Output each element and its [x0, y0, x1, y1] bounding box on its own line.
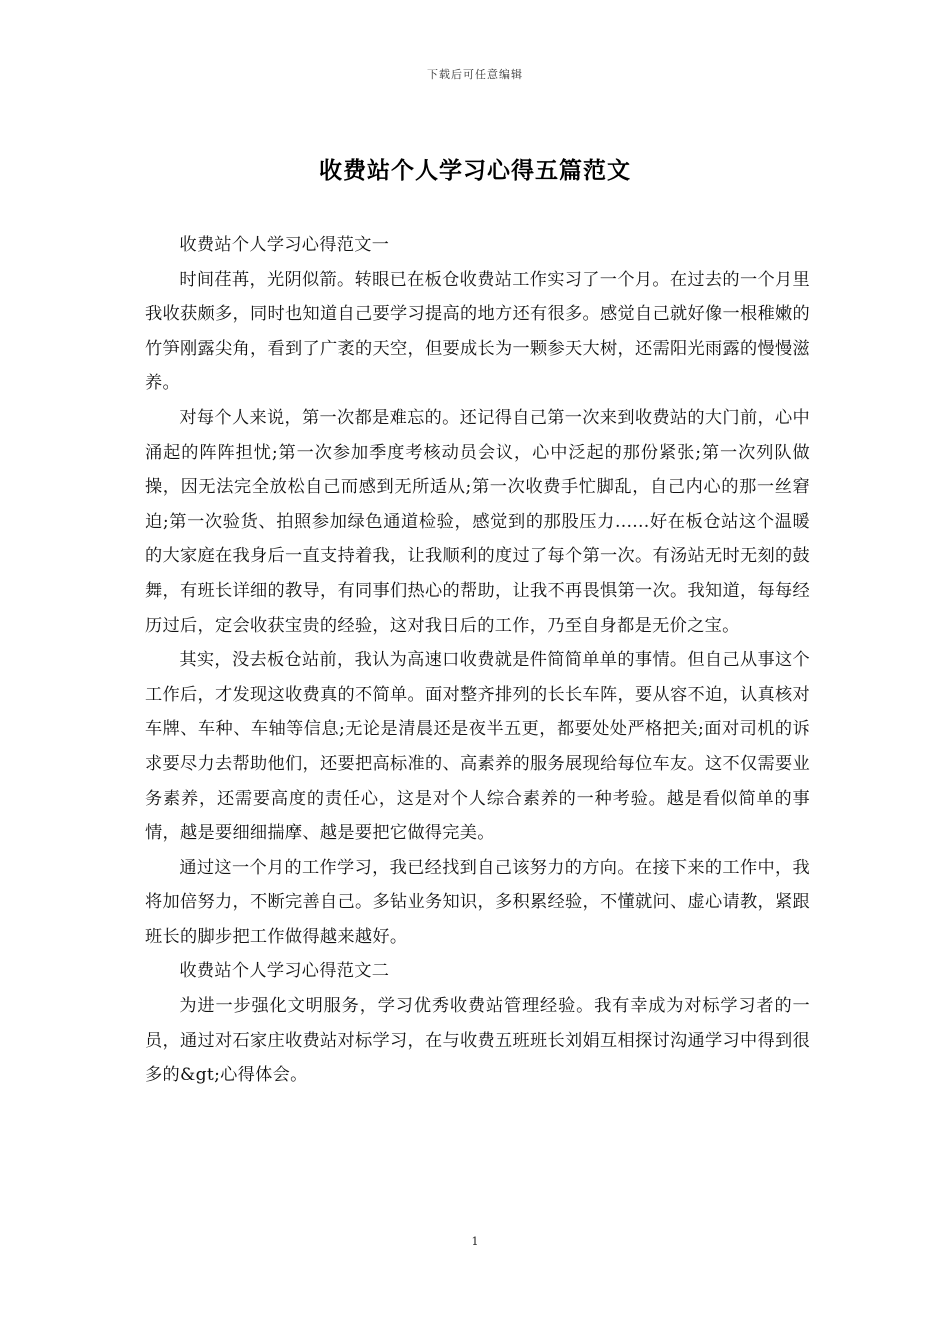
paragraph: 时间荏苒，光阴似箭。转眼已在板仓收费站工作实习了一个月。在过去的一个月里我收获颇多，同时也知道自己要学习提高的地方还有很多。感觉自己就好像一根稚嫩的竹笋刚露尖角，看到了广袤的天空，但要成长为一颗参天大树，还需阳光雨露的慢慢滋养。	[145, 269, 810, 394]
paragraph: 对每个人来说，第一次都是难忘的。还记得自己第一次来到收费站的大门前，心中涌起的阵阵担忧;第一次参加季度考核动员会议，心中泛起的那份紧张;第一次列队做操，因无法完全放松自己而感到无所适从;第一次收费手忙脚乱，自己内心的那一丝窘迫;第一次验货、拍照参加绿色通道检验，感觉到的那股压力......好在板仓站这个温暖的大家庭在我身后一直支持着我，让我顺利的度过了每个第一次。有汤站无时无刻的鼓舞，有班长详细的教导，有同事们热心的帮助，让我不再畏惧第一次。我知道，每每经历过后，定会收获宝贵的经验，这对我日后的工作，乃至自身都是无价之宝。	[145, 407, 810, 636]
section-heading-1: 收费站个人学习心得范文一	[179, 235, 390, 255]
paragraph: 其实，没去板仓站前，我认为高速口收费就是件简简单单的事情。但自己从事这个工作后，才发现这收费真的不简单。面对整齐排列的长长车阵，要从容不迫，认真核对车牌、车种、车轴等信息;无论是清晨还是夜半五更，都要处处严格把关;面对司机的诉求要尽力去帮助他们，还要把高标准的、高素养的服务展现给每位车友。这不仅需要业务素养，还需要高度的责任心，这是对个人综合素养的一种考验。越是看似简单的事情，越是要细细揣摩、越是要把它做得完美。	[145, 650, 810, 844]
header-note: 下载后可任意编辑	[427, 68, 523, 81]
document-body	[145, 228, 810, 1093]
paragraph: 通过这一个月的工作学习，我已经找到自己该努力的方向。在接下来的工作中，我将加倍努力，不断完善自己。多钻业务知识，多积累经验，不懂就问、虚心请教，紧跟班长的脚步把工作做得越来越好。	[145, 857, 810, 947]
page-number: 1	[471, 1235, 479, 1248]
paragraph: 为进一步强化文明服务，学习优秀收费站管理经验。我有幸成为对标学习者的一员，通过对石家庄收费站对标学习，在与收费五班班长刘娟互相探讨沟通学习中得到很多的&gt;心得体会。	[145, 996, 810, 1086]
section-heading-2: 收费站个人学习心得范文二	[179, 961, 390, 982]
document-title: 收费站个人学习心得五篇范文	[319, 157, 631, 184]
